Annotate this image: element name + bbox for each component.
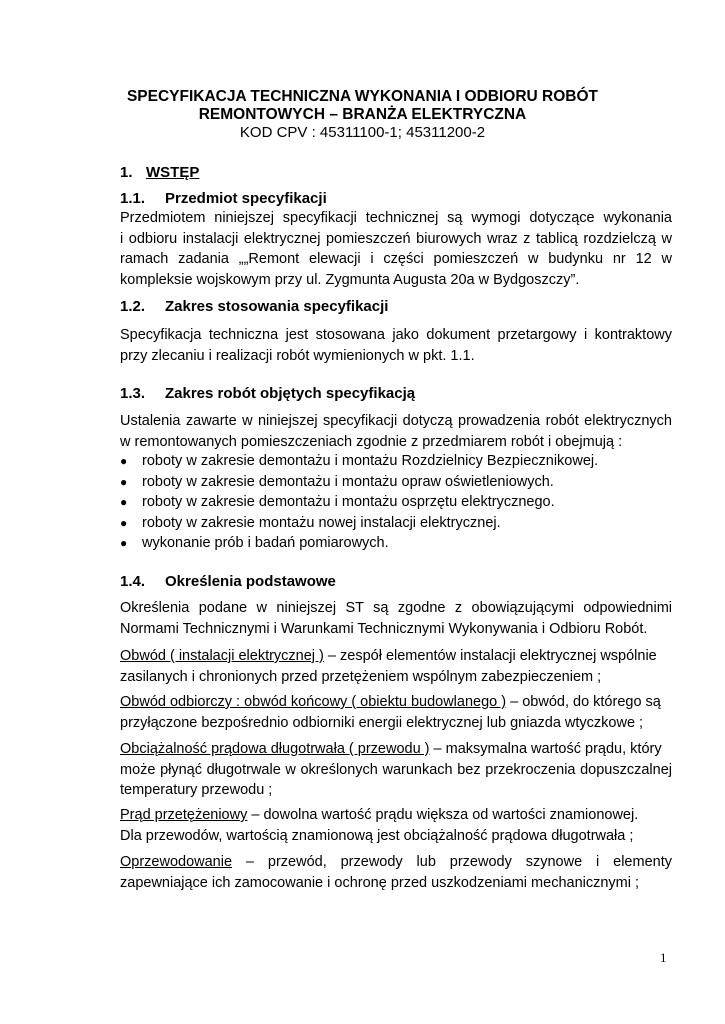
page-number: 1 (660, 950, 667, 965)
cpv-code: KOD CPV : 45311100-1; 45311200-2 (239, 124, 486, 141)
section-title: Zakres robót objętych specyfikacją (165, 385, 416, 402)
text-line: zapewniające ich zamocowanie i ochronę przed uszkodzeniami mechanicznymi ; (120, 874, 640, 891)
bullet-icon: ● (120, 515, 128, 530)
section-1-4-intro (120, 598, 672, 639)
text-line: i odbioru instalacji elektrycznej pomieszczeń biurowych wraz z tablicą rozdzielczą w (120, 230, 672, 247)
section-1-1-heading (120, 190, 327, 208)
text-line: przyłączone bezpośrednio odbiorniki energii elektrycznej lub gniazda wtyczkowe ; (120, 714, 644, 731)
text-line: temperatury przewodu ; (120, 782, 273, 798)
bullet-icon: ● (120, 495, 128, 509)
definition-first-line (120, 852, 672, 873)
text-line: zasilanych i chronionych przed przetężeniem wspólnym zabezpieczeniem ; (120, 668, 602, 685)
section-1-3-paragraph (120, 411, 672, 452)
section-1-3-heading (120, 385, 415, 403)
section-number: 1.1. (120, 190, 146, 207)
bullet-icon: ● (120, 474, 128, 489)
list-item (120, 451, 672, 472)
section-number: 1.2. (120, 298, 146, 315)
definition-first-line (120, 805, 672, 826)
text-line: Dla przewodów, wartością znamionową jest obciążalność prądowa długotrwała ; (120, 827, 634, 844)
definition-first-line (120, 646, 672, 667)
list-item-text: roboty w zakresie demontażu i montażu osprzętu elektrycznego. (142, 494, 555, 510)
section-title: Przedmiot specyfikacji (165, 190, 327, 207)
list-item (120, 533, 672, 554)
definition-term: Obciążalność prądowa długotrwała ( przewodu ) (120, 741, 430, 757)
definition-term: Oprzewodowanie (120, 854, 233, 870)
definition-final-circuit (120, 692, 672, 733)
text-line: w remontowanych pomieszczeniach zgodnie z przedmiarem robót i obejmują : (120, 433, 623, 450)
definition-text: – obwód, do którego są (506, 694, 661, 710)
section-1-heading (120, 164, 199, 182)
definition-term: Obwód ( instalacji elektrycznej ) (120, 648, 324, 664)
section-1-1-paragraph (120, 208, 672, 290)
section-title: WSTĘP (146, 164, 200, 181)
section-number: 1. (120, 164, 133, 181)
section-title: Określenia podstawowe (165, 573, 336, 590)
text-line: przy zlecaniu i realizacji robót wymienionych w pkt. 1.1. (120, 347, 475, 364)
definition-current-capacity (120, 739, 672, 801)
definition-term: Obwód odbiorczy : obwód końcowy ( obiektu budowlanego ) (120, 694, 507, 710)
section-number: 1.4. (120, 573, 146, 590)
text-line: ramach zadania „„Remont elewacji i części pomieszczeń w budynku nr 12 w (120, 251, 672, 267)
section-1-2-heading (120, 298, 388, 316)
list-item-text: roboty w zakresie demontażu i montażu opraw oświetleniowych. (142, 473, 554, 490)
list-item-text: wykonanie prób i badań pomiarowych. (142, 535, 389, 551)
bullet-icon: ● (120, 454, 128, 468)
definition-text: – zespół elementów instalacji elektrycznej wspólnie (323, 648, 657, 664)
definition-text: – maksymalna wartość prądu, który (429, 741, 662, 757)
definition-overcurrent (120, 805, 672, 846)
definition-wiring (120, 852, 672, 893)
scope-bullet-list (120, 451, 672, 554)
definition-text: – dowolna wartość prądu większa od wartości znamionowej. (247, 807, 639, 823)
text-line: Specyfikacja techniczna jest stosowana jako dokument przetargowy i kontraktowy (120, 327, 672, 343)
section-1-4-heading (120, 573, 336, 591)
text-line: Przedmiotem niniejszej specyfikacji technicznej są wymogi dotyczące wykonania (120, 210, 672, 226)
list-item (120, 472, 672, 493)
text-line: kompleksie wojskowym przy ul. Zygmunta Augusta 20a w Bydgoszczy”. (120, 271, 580, 288)
text-line: Normami Technicznymi i Warunkami Technicznymi Wykonywania i Odbioru Robót. (120, 620, 648, 637)
document-title-line-2: REMONTOWYCH – BRANŻA ELEKTRYCZNA (198, 106, 527, 123)
section-number: 1.3. (120, 385, 146, 402)
text-line: Określenia podane w niniejszej ST są zgodne z obowiązującymi odpowiednimi (120, 600, 672, 616)
definition-term: Prąd przetężeniowy (120, 807, 248, 823)
list-item-text: roboty w zakresie montażu nowej instalacji elektrycznej. (142, 514, 501, 531)
definition-circuit (120, 646, 672, 687)
definition-first-line (120, 692, 672, 713)
definition-first-line (120, 739, 672, 760)
list-item-text: roboty w zakresie demontażu i montażu Rozdzielnicy Bezpiecznikowej. (142, 453, 599, 469)
text-line: Ustalenia zawarte w niniejszej specyfikacji dotyczą prowadzenia robót elektrycznych (120, 413, 672, 429)
section-1-2-paragraph (120, 325, 672, 366)
list-item (120, 513, 672, 534)
section-title: Zakres stosowania specyfikacji (165, 298, 389, 315)
definition-text: – przewód, przewody lub przewody szynowe i elementy (232, 854, 672, 870)
bullet-icon: ● (120, 536, 128, 550)
document-title-line-1: SPECYFIKACJA TECHNICZNA WYKONANIA I ODBIORU ROBÓT (126, 88, 599, 105)
list-item (120, 492, 672, 513)
text-line: może płynąć długotrwale w określonych warunkach bez przekroczenia dopuszczalnej (120, 761, 672, 778)
